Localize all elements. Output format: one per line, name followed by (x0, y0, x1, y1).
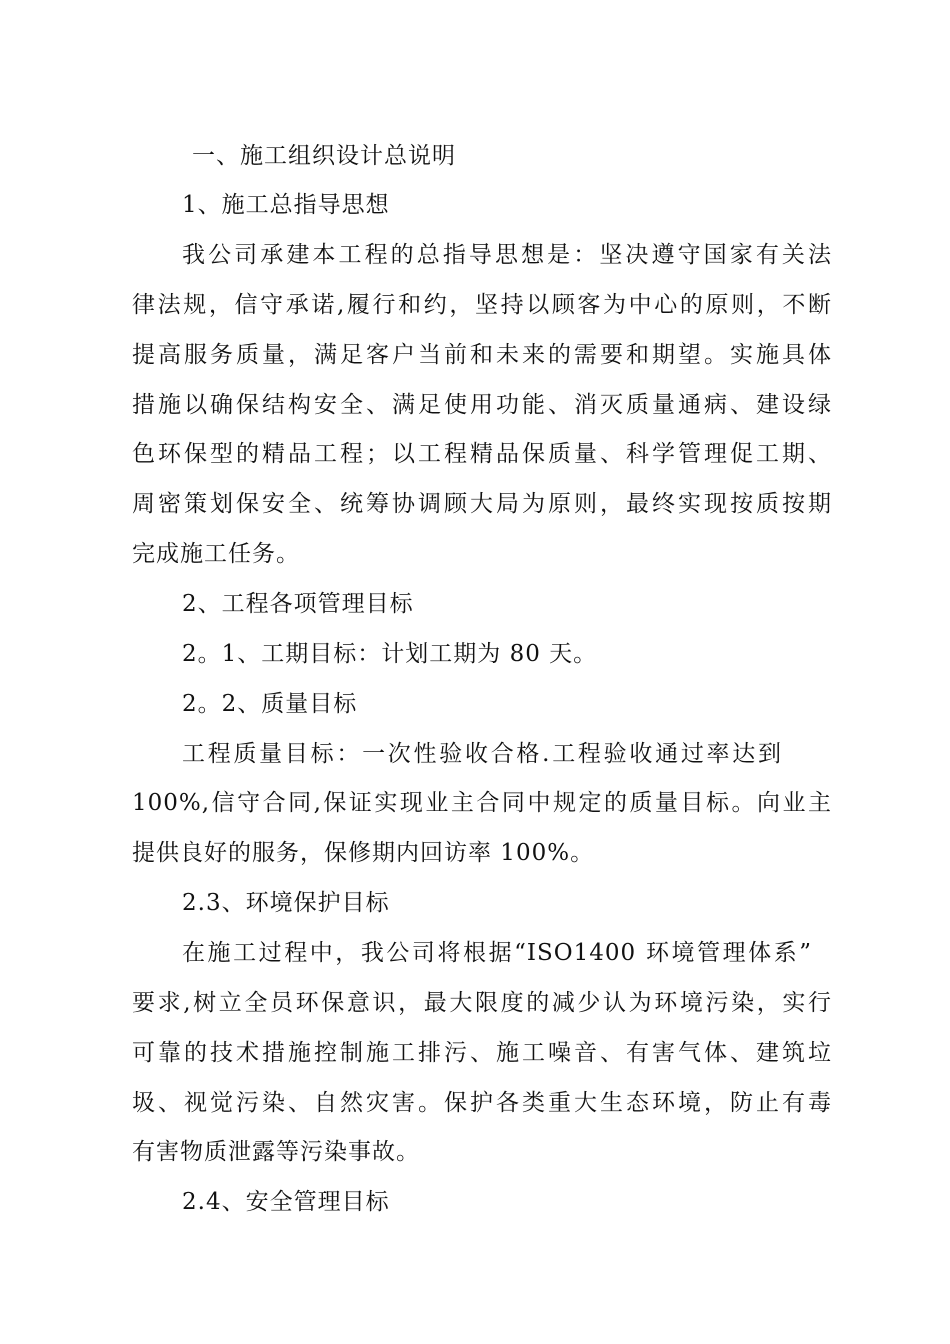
paragraph-line: 要求,树立全员环保意识，最大限度的减少认为环境污染，实行 (132, 990, 832, 1016)
subsection-heading: 2.4、安全管理目标 (182, 1189, 390, 1215)
paragraph-line: 律法规，信守承诺,履行和约，坚持以顾客为中心的原则，不断 (132, 292, 832, 318)
subsection-heading: 1、施工总指导思想 (182, 192, 390, 218)
subsection-heading: 2、工程各项管理目标 (182, 591, 414, 617)
subsection-heading: 2。2、质量目标 (182, 691, 358, 717)
paragraph-line: 可靠的技术措施控制施工排污、施工噪音、有害气体、建筑垃 (132, 1040, 832, 1066)
paragraph-line: 有害物质泄露等污染事故。 (132, 1139, 420, 1165)
subsection-heading: 2.3、环境保护目标 (182, 890, 390, 916)
paragraph-line: 周密策划保安全、统筹协调顾大局为原则，最终实现按质按期 (132, 491, 832, 517)
paragraph-line: 在施工过程中，我公司将根据“ISO1400 环境管理体系” (182, 940, 812, 966)
paragraph-line: 100%,信守合同,保证实现业主合同中规定的质量目标。向业主 (132, 790, 832, 816)
paragraph-line: 完成施工任务。 (132, 541, 300, 567)
paragraph-line: 提高服务质量，满足客户当前和未来的需要和期望。实施具体 (132, 342, 832, 368)
section-heading: 一、施工组织设计总说明 (192, 143, 456, 169)
paragraph-line: 圾、视觉污染、自然灾害。保护各类重大生态环境，防止有毒 (132, 1090, 832, 1116)
paragraph-line: 措施以确保结构安全、满足使用功能、消灭质量通病、建设绿 (132, 392, 832, 418)
paragraph-line: 提供良好的服务，保修期内回访率 100%。 (132, 840, 595, 866)
paragraph-line: 工程质量目标：一次性验收合格.工程验收通过率达到 (182, 741, 782, 767)
paragraph-line: 我公司承建本工程的总指导思想是：坚决遵守国家有关法 (182, 242, 832, 268)
paragraph-line: 色环保型的精品工程；以工程精品保质量、科学管理促工期、 (132, 441, 832, 467)
subsection-heading: 2。1、工期目标：计划工期为 80 天。 (182, 641, 598, 667)
